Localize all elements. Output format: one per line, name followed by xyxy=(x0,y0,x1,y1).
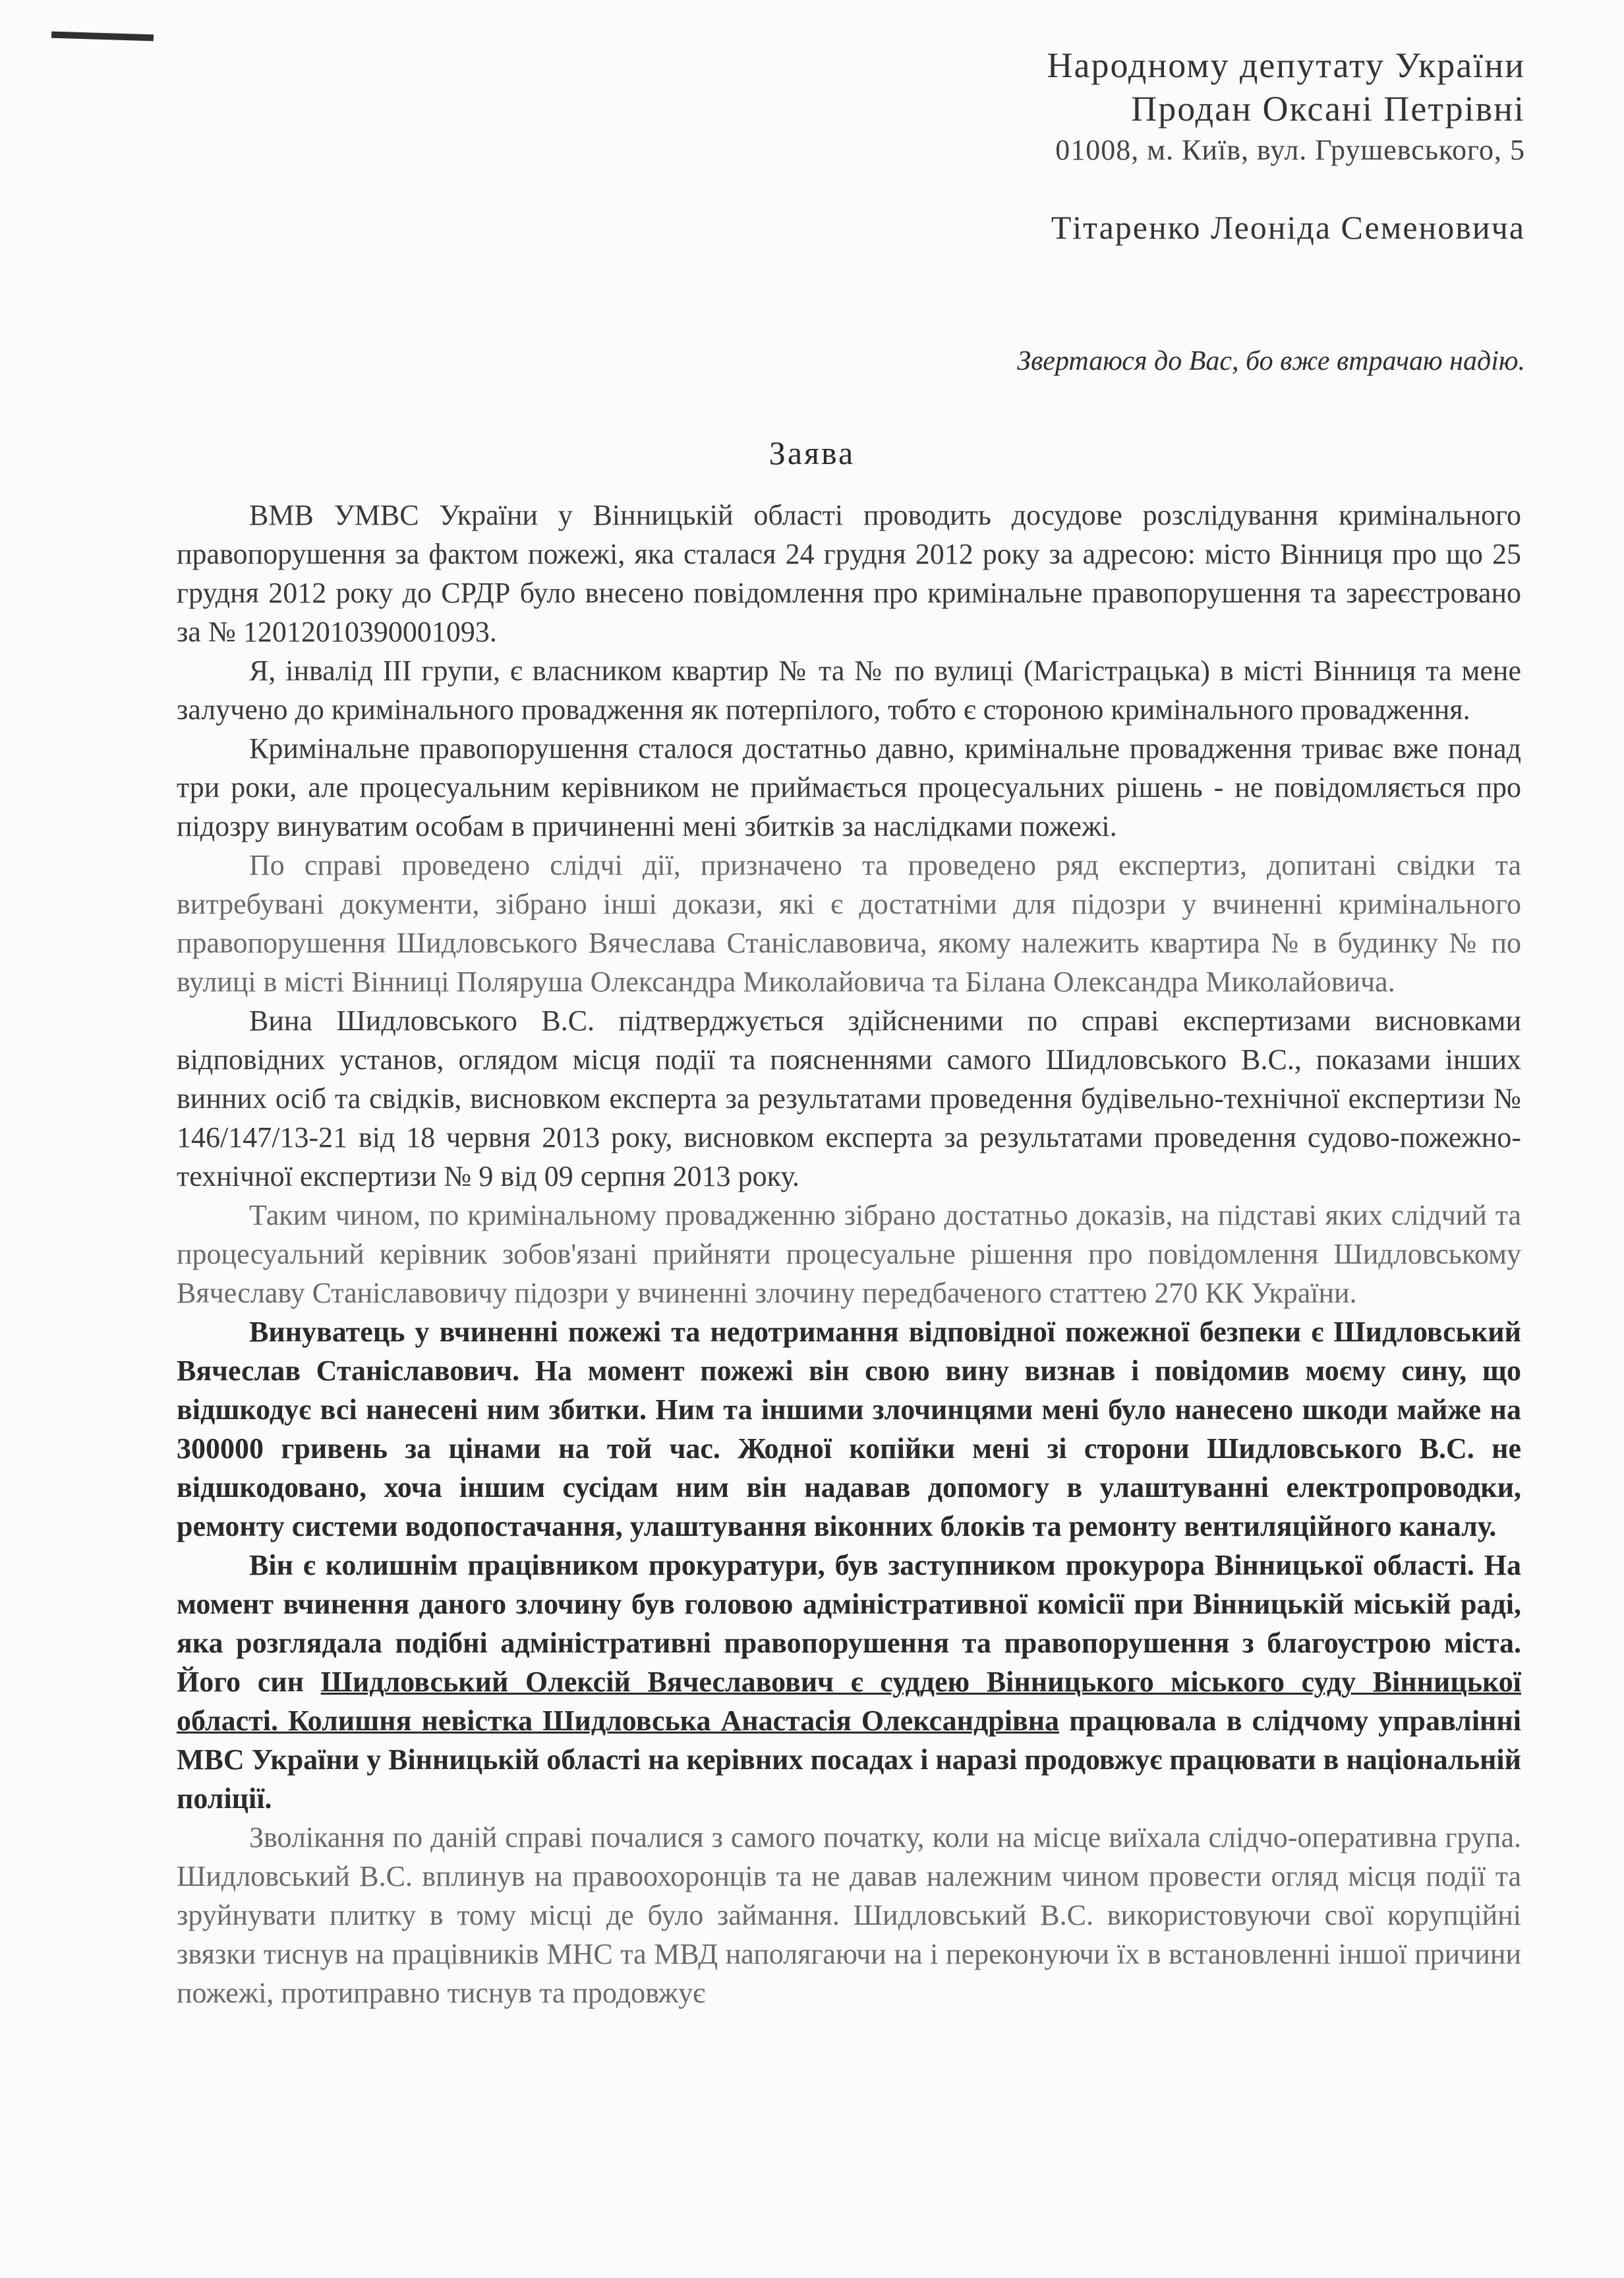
paragraph-5: Вина Шидловського В.С. підтверджується здійсненими по справі експертизами висновками відповідних установ, оглядом місця події та поясненнями самого Шидловського В.С., показами інших винних осіб та свідків, висновком експерта за результатами проведення будівельно-технічної експертизи № 146/147/13-21 від 18 червня 2013 року, висновком експерта за результатами проведення судово-пожежно-технічної експертизи № 9 від 09 серпня 2013 року. xyxy=(177,1005,1521,1192)
sender-name: Тітаренко Леоніда Семеновича xyxy=(1051,209,1525,246)
document-title: Заява xyxy=(768,434,856,471)
paragraph-9: Зволікання по даній справі почалися з самого початку, коли на місце виїхала слідчо-оперативна група. Шидловський В.С. вплинув на правоохоронців та не давав належним чином провести огляд місця події та зруйнувати плитку в тому місці де було займання. Шидловський В.С. використовуючи свої корупційні звязки тиснув на працівників МНС та МВД наполягаючи на і переконуючи їх в встановленні іншої причини пожежі, протиправно тиснув та продовжує xyxy=(177,1821,1521,2009)
paragraph-2: Я, інвалід ІІІ групи, є власником квартир № та № по вулиці (Магістрацька) в місті Вінниця та мене залучено до кримінального провадження як потерпілого, тобто є стороною кримінального провадження. xyxy=(177,655,1521,726)
addressee-line-1: Народному депутату України xyxy=(1047,45,1525,85)
document-body xyxy=(177,496,1521,2012)
paragraph-8-underlined: Шидловський Олексій Вячеславович є суддею Вінницького міського суду Вінницької області. Колишня невістка Шидловська Анастасія Олександрівна xyxy=(177,1666,1521,1737)
addressee-address: 01008, м. Київ, вул. Грушевського, 5 xyxy=(1055,134,1525,166)
paragraph-1: ВМВ УМВС України у Вінницькій області проводить досудове розслідування кримінального правопорушення за фактом пожежі, яка сталася 24 грудня 2012 року за адресою: місто Вінниця про що 25 грудня 2012 року до СРДР було внесено повідомлення про кримінальне правопорушення та зареєстровано за № 12012010390001093. xyxy=(177,499,1521,648)
paragraph-8-part-b: працювала в слідчому управлінні МВС України у Вінницькій області на керівних посадах і наразі продовжує працювати в національній поліції. xyxy=(177,1705,1521,1815)
paragraph-8-part-a: Він є колишнім працівником прокуратури, був заступником прокурора Вінницької області. На момент вчинення даного злочину був головою адміністративної комісії при Вінницькій міській раді, яка розглядала подібні адміністративні правопорушення та правопорушення з благоустрою міста. Його син xyxy=(177,1549,1521,1698)
addressee-line-2: Продан Оксані Петрівні xyxy=(1131,89,1525,129)
pen-mark xyxy=(51,32,154,42)
paragraph-4: По справі проведено слідчі дії, призначено та проведено ряд експертиз, допитані свідки та витребувані документи, зібрано інші докази, які є достатніми для підозри у вчиненні кримінального правопорушення Шидловського Вячеслава Станіславовича, якому належить квартира № в будинку № по вулиці в місті Вінниці Поляруша Олександра Миколайовича та Білана Олександра Миколайовича. xyxy=(177,849,1521,998)
addressee-block xyxy=(1047,44,1525,170)
paragraph-7: Винуватець у вчиненні пожежі та недотримання відповідної пожежної безпеки є Шидловський Вячеслав Станіславович. На момент пожежі він свою вину визнав і повідомив моєму сину, що відшкодує всі нанесені ним збитки. Ним та іншими злочинцями мені було нанесено шкоди майже на 300000 гривень за цінами на той час. Жодної копійки мені зі сторони Шидловського В.С. не відшкодовано, хоча іншим сусідам ним він надавав допомогу в улаштуванні електропроводки, ремонту системи водопостачання, улаштування віконних блоків та ремонту вентиляційного каналу. xyxy=(177,1316,1521,1542)
paragraph-3: Кримінальне правопорушення сталося достатньо давно, кримінальне провадження триває вже понад три роки, але процесуальним керівником не приймається процесуальних рішень - не повідомляється про підозру винуватим особам в причиненні мені збитків за наслідками пожежі. xyxy=(177,732,1521,842)
motto: Звертаюся до Вас, бо вже втрачаю надію. xyxy=(1017,346,1525,376)
paragraph-8 xyxy=(177,1546,1521,1818)
paragraph-6: Таким чином, по кримінальному провадженню зібрано достатньо доказів, на підставі яких слідчий та процесуальний керівник зобов'язані прийняти процесуальне рішення про повідомлення Шидловському Вячеславу Станіславовичу підозри у вчиненні злочину передбаченого статтею 270 КК України. xyxy=(177,1199,1521,1309)
